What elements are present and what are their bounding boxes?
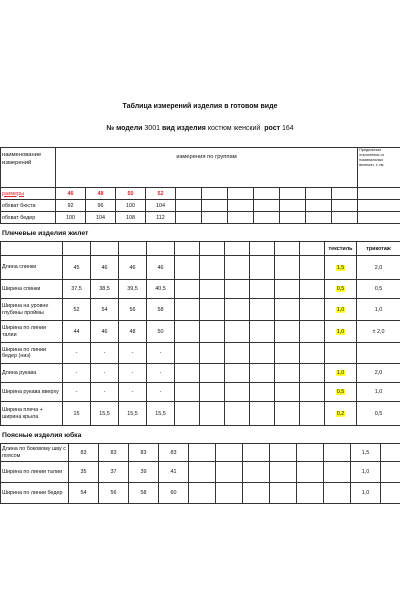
value-cell: 46 xyxy=(147,256,175,280)
size-cell: 48 xyxy=(86,188,116,200)
skirt-tol: 1,0 xyxy=(351,462,381,483)
value-cell: - xyxy=(147,343,175,364)
row-label: Длина спинки xyxy=(1,256,63,280)
size-cell: 52 xyxy=(146,188,176,200)
row-label: Ширина плеча + ширина крыла xyxy=(1,402,63,426)
value-cell: 45 xyxy=(63,256,91,280)
skirt-tol: 1,5 xyxy=(351,444,381,462)
value-cell: 58 xyxy=(147,299,175,321)
sizes-row xyxy=(1,188,400,200)
row-label: обхват бедер xyxy=(1,212,56,224)
knit-tol: 0,5 xyxy=(357,402,400,426)
table-row xyxy=(1,402,400,426)
value-cell: - xyxy=(119,364,147,383)
row-label: Ширина по линии бедер (низ) xyxy=(1,343,63,364)
model-line xyxy=(0,125,400,132)
row-label: Ширина спинки xyxy=(1,280,63,299)
table-row xyxy=(1,364,400,383)
table-row xyxy=(1,256,400,280)
value-cell: 54 xyxy=(69,483,99,504)
value-cell: 39,5 xyxy=(119,280,147,299)
knit-tol: 0,5 xyxy=(357,280,400,299)
value-cell: 108 xyxy=(116,212,146,224)
value-cell: 52 xyxy=(63,299,91,321)
header-groups: измерения по группам xyxy=(56,148,358,188)
table-row xyxy=(1,383,400,402)
textile-tol: 0,5 xyxy=(336,389,345,395)
value-cell: 48 xyxy=(119,321,147,343)
value-cell: 100 xyxy=(116,200,146,212)
value-cell: 46 xyxy=(119,256,147,280)
value-cell: 100 xyxy=(56,212,86,224)
textile-tol: 1,0 xyxy=(336,328,345,335)
col-textile: текстиль xyxy=(325,242,357,256)
textile-tol: 1,0 xyxy=(336,370,345,376)
value-cell: 15,5 xyxy=(147,402,175,426)
table-row xyxy=(1,321,400,343)
value-cell: 35 xyxy=(69,462,99,483)
row-label: Ширина по линии бедер xyxy=(1,483,69,504)
value-cell: 104 xyxy=(86,212,116,224)
size-cell: 50 xyxy=(116,188,146,200)
value-cell: 83 xyxy=(159,444,189,462)
value-cell: - xyxy=(119,343,147,364)
knit-tol: 1,0 xyxy=(357,383,400,402)
table-row xyxy=(1,280,400,299)
knit-tol: 2,0 xyxy=(357,364,400,383)
value-cell: 15,5 xyxy=(91,402,119,426)
knit-tol: 1,0 xyxy=(357,299,400,321)
value-cell: - xyxy=(147,364,175,383)
value-cell: - xyxy=(91,364,119,383)
knit-tol xyxy=(357,343,400,364)
row-label: Ширина по линии талии xyxy=(1,321,63,343)
value-cell: 46 xyxy=(91,321,119,343)
skirt-table xyxy=(0,443,400,504)
value-cell: 38,5 xyxy=(91,280,119,299)
value-cell: 54 xyxy=(91,299,119,321)
table-row xyxy=(1,462,400,483)
value-cell: 39 xyxy=(129,462,159,483)
tolerance-note: Предельные отклонения от номинальных величин, ± см. xyxy=(359,148,385,167)
value-cell: 37,5 xyxy=(63,280,91,299)
kind-value: костюм женский xyxy=(207,125,261,132)
size-cell: 46 xyxy=(56,188,86,200)
table-title: Таблица измерений изделия в готовом виде xyxy=(122,103,278,110)
value-cell: 37 xyxy=(99,462,129,483)
value-cell: 56 xyxy=(119,299,147,321)
value-cell: 60 xyxy=(159,483,189,504)
row-label: Длина по боковому шву с поясом xyxy=(1,444,69,462)
value-cell: 40,5 xyxy=(147,280,175,299)
value-cell: 15 xyxy=(63,402,91,426)
row-label: Длина рукава xyxy=(1,364,63,383)
height-value: 164 xyxy=(281,125,294,132)
textile-tol xyxy=(325,343,357,364)
section-title-vest: Плечевые изделия жилет xyxy=(2,230,89,237)
section-title-skirt: Поясные изделия юбка xyxy=(2,432,82,439)
value-cell: 15,5 xyxy=(119,402,147,426)
table-row xyxy=(1,483,400,504)
row-label: Ширина на уровне глубины проймы xyxy=(1,299,63,321)
model-no-value: 3001 xyxy=(144,125,160,132)
value-cell: - xyxy=(147,383,175,402)
value-cell: 50 xyxy=(147,321,175,343)
row-label: Ширина рукава вверху xyxy=(1,383,63,402)
textile-tol: 0,2 xyxy=(336,410,345,417)
value-cell: 104 xyxy=(146,200,176,212)
table-row xyxy=(1,200,400,212)
value-cell: - xyxy=(63,383,91,402)
value-cell: 46 xyxy=(91,256,119,280)
textile-tol: 0,5 xyxy=(336,286,345,292)
knit-tol: 2,0 xyxy=(357,256,400,280)
table-row xyxy=(1,299,400,321)
value-cell: 83 xyxy=(129,444,159,462)
skirt-tol: 1,0 xyxy=(351,483,381,504)
value-cell: - xyxy=(63,343,91,364)
model-no-label: № модели xyxy=(106,125,143,132)
sizes-label: размеры xyxy=(1,188,56,200)
value-cell: - xyxy=(119,383,147,402)
sizes-table xyxy=(0,147,400,224)
row-label: обхват бюста xyxy=(1,200,56,212)
value-cell: 112 xyxy=(146,212,176,224)
value-cell: 96 xyxy=(86,200,116,212)
value-cell: - xyxy=(91,343,119,364)
value-cell: 83 xyxy=(99,444,129,462)
value-cell: 41 xyxy=(159,462,189,483)
table-row xyxy=(1,444,400,462)
row-label: Ширина по линии талии xyxy=(1,462,69,483)
textile-tol: 1,5 xyxy=(336,264,345,271)
value-cell: 44 xyxy=(63,321,91,343)
table-row xyxy=(1,343,400,364)
value-cell: 58 xyxy=(129,483,159,504)
kind-label: вид изделия xyxy=(161,125,206,132)
knit-tol: ± 2,0 xyxy=(357,321,400,343)
value-cell: - xyxy=(91,383,119,402)
col-knit: трикотаж xyxy=(357,242,400,256)
height-label: рост xyxy=(264,125,281,132)
value-cell: 83 xyxy=(69,444,99,462)
header-name-col: наименование измерений xyxy=(1,148,56,188)
vest-table xyxy=(0,241,400,426)
textile-tol: 1,0 xyxy=(336,306,345,313)
value-cell: 92 xyxy=(56,200,86,212)
value-cell: - xyxy=(63,364,91,383)
value-cell: 56 xyxy=(99,483,129,504)
table-row xyxy=(1,212,400,224)
